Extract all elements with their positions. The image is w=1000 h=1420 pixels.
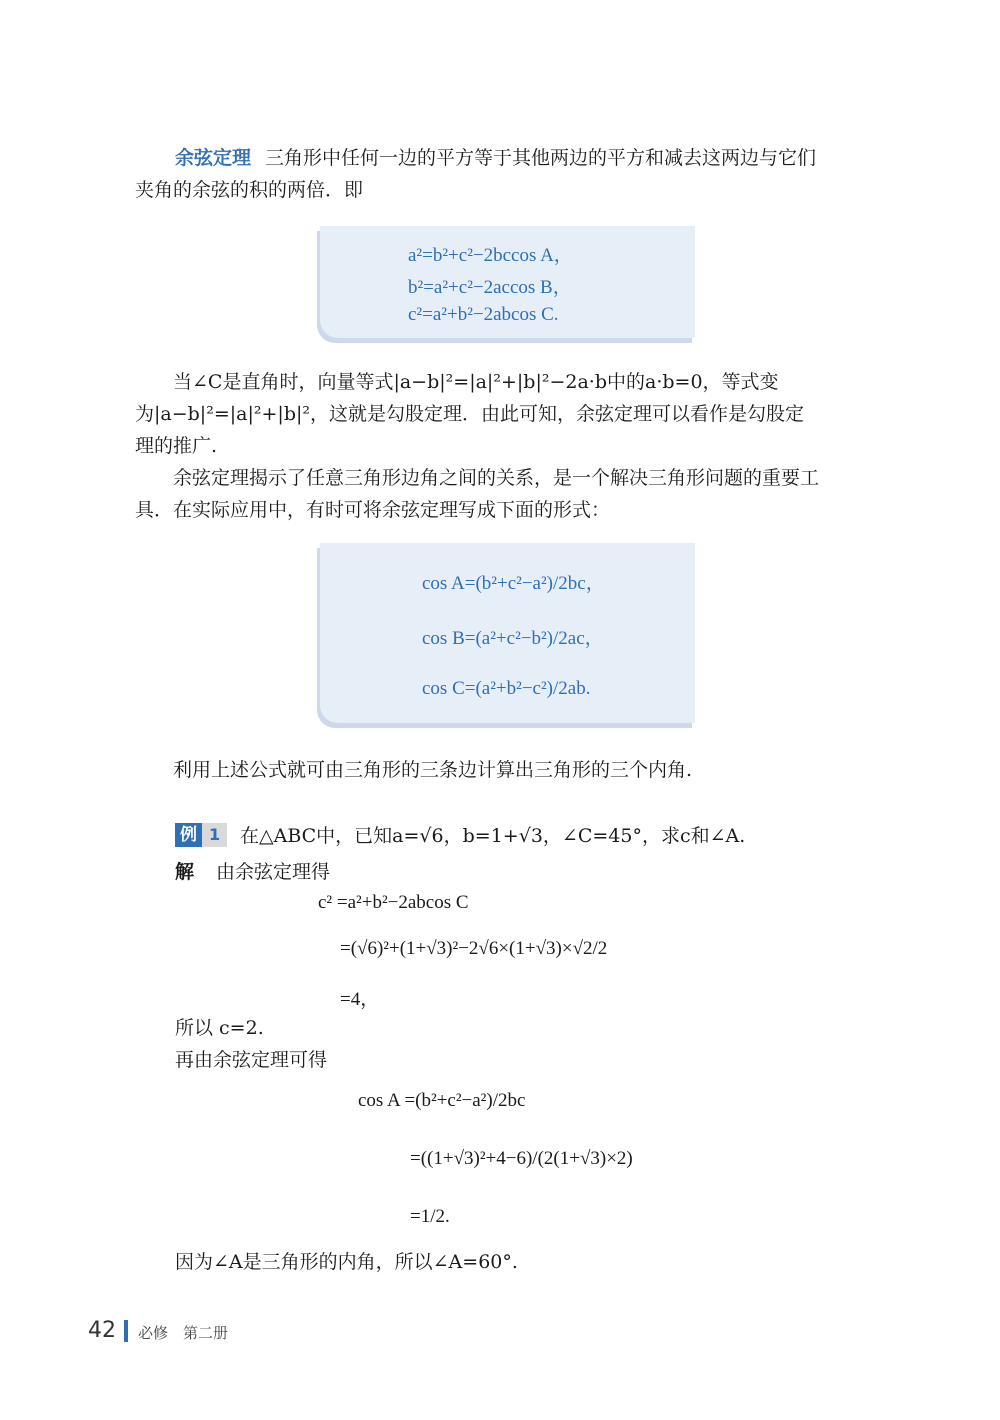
result-c: 所以 c=2. <box>175 1017 264 1039</box>
formula-box-2 <box>320 543 695 723</box>
solution-step-5: =((1+√3)²+4−6)/(2(1+√3)×2) <box>410 1148 633 1169</box>
para2-line-3: 理的推广. <box>135 435 218 457</box>
solution-step-1: c² =a²+b²−2abcos C <box>318 892 469 913</box>
solution-step-4: cos A =(b²+c²−a²)/2bc <box>358 1090 526 1111</box>
theorem-term: 余弦定理 <box>175 147 252 169</box>
statement-line-2: 夹角的余弦的积的两倍．即 <box>135 179 364 201</box>
para2-line-2: 为|a−b|²=|a|²+|b|²，这就是勾股定理．由此可知，余弦定理可以看作是勾股定 <box>135 403 805 425</box>
page-number: 42 <box>88 1318 116 1343</box>
formula-eq-3: c²=a²+b²−2abcos C. <box>408 304 559 325</box>
paragraph-application <box>135 462 880 526</box>
formula-cosC: cos C=(a²+b²−c²)/2ab. <box>422 678 591 699</box>
solution-intro: 由余弦定理得 <box>216 861 331 883</box>
solution-again: 再由余弦定理可得 <box>175 1049 328 1071</box>
formula-cosB: cos B=(a²+c²−b²)/2ac， <box>422 628 604 649</box>
para3-line-2: 具．在实际应用中，有时可将余弦定理写成下面的形式： <box>135 499 611 521</box>
example-badge-number: 1 <box>202 823 227 847</box>
example-problem: 在△ABC中，已知a=√6，b=1+√3，∠C=45°，求c和∠A. <box>240 825 746 847</box>
para3-line-1: 余弦定理揭示了任意三角形边角之间的关系，是一个解决三角形问题的重要工 <box>173 467 820 489</box>
solution-step-6: =1/2. <box>410 1206 450 1227</box>
paragraph-summary: 利用上述公式就可由三角形的三条边计算出三角形的三个内角. <box>173 759 693 781</box>
solution-step-3: =4， <box>340 989 380 1010</box>
footer-divider <box>124 1320 128 1342</box>
paragraph-pythagorean <box>135 366 880 462</box>
formula-eq-2: b²=a²+c²−2accos B， <box>408 277 572 298</box>
formula-eq-1: a²=b²+c²−2bccos A， <box>408 245 573 266</box>
formula-cosA: cos A=(b²+c²−a²)/2bc， <box>422 573 605 594</box>
example-badge <box>175 823 227 847</box>
solution-label: 解 <box>175 861 195 883</box>
para2-line-1: 当∠C是直角时，向量等式|a−b|²=|a|²+|b|²−2a·b中的a·b=0，等式变 <box>173 371 779 393</box>
solution-step-2: =(√6)²+(1+√3)²−2√6×(1+√3)×√2/2 <box>340 938 608 959</box>
theorem-statement <box>135 142 880 206</box>
example-badge-label: 例 <box>175 823 202 847</box>
statement-line-1: 三角形中任何一边的平方等于其他两边的平方和减去这两边与它们 <box>265 147 817 169</box>
formula-box-1 <box>320 226 695 338</box>
conclusion: 因为∠A是三角形的内角，所以∠A=60°. <box>175 1251 518 1273</box>
book-title: 必修 第二册 <box>138 1324 229 1342</box>
